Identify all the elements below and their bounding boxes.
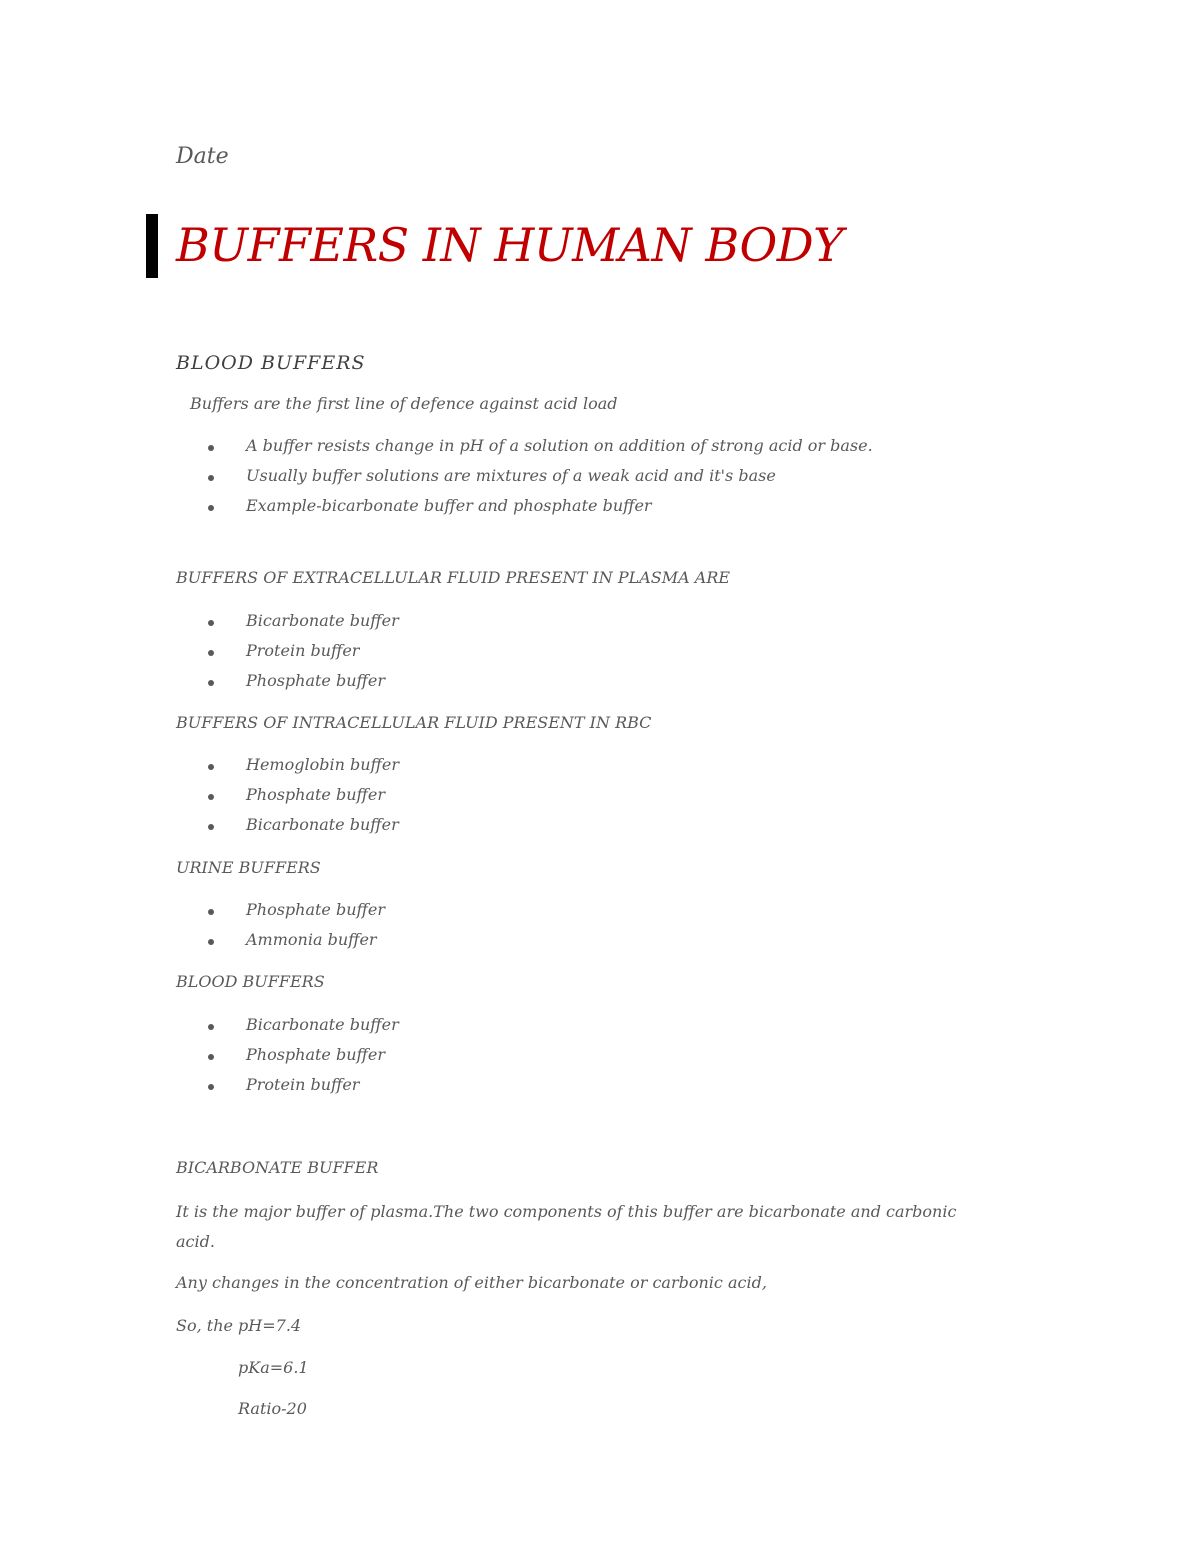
list-item-text: Bicarbonate buffer — [246, 611, 399, 630]
bullet-icon — [208, 764, 214, 770]
bicarbonate-changes-text: Any changes in the concentration of either bicarbonate or carbonic acid, — [176, 1273, 767, 1292]
section-heading-bicarbonate: BICARBONATE BUFFER — [176, 1158, 379, 1177]
list-item-text: Bicarbonate buffer — [246, 1015, 399, 1034]
bullet-icon — [208, 1084, 214, 1090]
bicarbonate-paragraph: It is the major buffer of plasma.The two components of this buffer are bicarbonate and carbonic acid. — [176, 1202, 957, 1251]
bullet-icon — [208, 1054, 214, 1060]
section-heading-extracellular: BUFFERS OF EXTRACELLULAR FLUID PRESENT IN PLASMA ARE — [176, 568, 731, 587]
bullet-icon — [208, 939, 214, 945]
bullet-icon — [208, 445, 214, 451]
bullet-icon — [208, 620, 214, 626]
title-accent-bar — [146, 214, 158, 278]
list-item-text: Example-bicarbonate buffer and phosphate buffer — [246, 496, 652, 515]
list-item-text: Phosphate buffer — [246, 1045, 385, 1064]
list-item-text: Phosphate buffer — [246, 671, 385, 690]
list-item-text: Hemoglobin buffer — [246, 755, 399, 774]
list-item-text: Bicarbonate buffer — [246, 815, 399, 834]
ph-value-text: So, the pH=7.4 — [176, 1316, 302, 1335]
pka-value-text: pKa=6.1 — [238, 1358, 309, 1377]
list-item-text: Protein buffer — [246, 1075, 360, 1094]
bullet-icon — [208, 680, 214, 686]
section-heading-intracellular: BUFFERS OF INTRACELLULAR FLUID PRESENT IN RBC — [176, 713, 652, 732]
bullet-icon — [208, 1024, 214, 1030]
bullet-icon — [208, 505, 214, 511]
section-heading-blood-buffers: BLOOD BUFFERS — [176, 352, 366, 374]
list-item-text: Usually buffer solutions are mixtures of a weak acid and it's base — [246, 466, 776, 485]
list-item-text: Protein buffer — [246, 641, 360, 660]
bullet-icon — [208, 824, 214, 830]
bullet-icon — [208, 794, 214, 800]
list-item-text: A buffer resists change in pH of a solution on addition of strong acid or base. — [246, 436, 873, 455]
ratio-value-text: Ratio-20 — [238, 1399, 307, 1418]
bullet-icon — [208, 650, 214, 656]
list-item-text: Phosphate buffer — [246, 900, 385, 919]
document-title: BUFFERS IN HUMAN BODY — [176, 218, 843, 272]
bullet-icon — [208, 909, 214, 915]
intro-text: Buffers are the first line of defence against acid load — [190, 394, 618, 413]
section-heading-urine: URINE BUFFERS — [176, 858, 321, 877]
list-item-text: Phosphate buffer — [246, 785, 385, 804]
bullet-icon — [208, 475, 214, 481]
list-item-text: Ammonia buffer — [246, 930, 377, 949]
date-label: Date — [176, 144, 229, 169]
section-heading-blood: BLOOD BUFFERS — [176, 972, 325, 991]
